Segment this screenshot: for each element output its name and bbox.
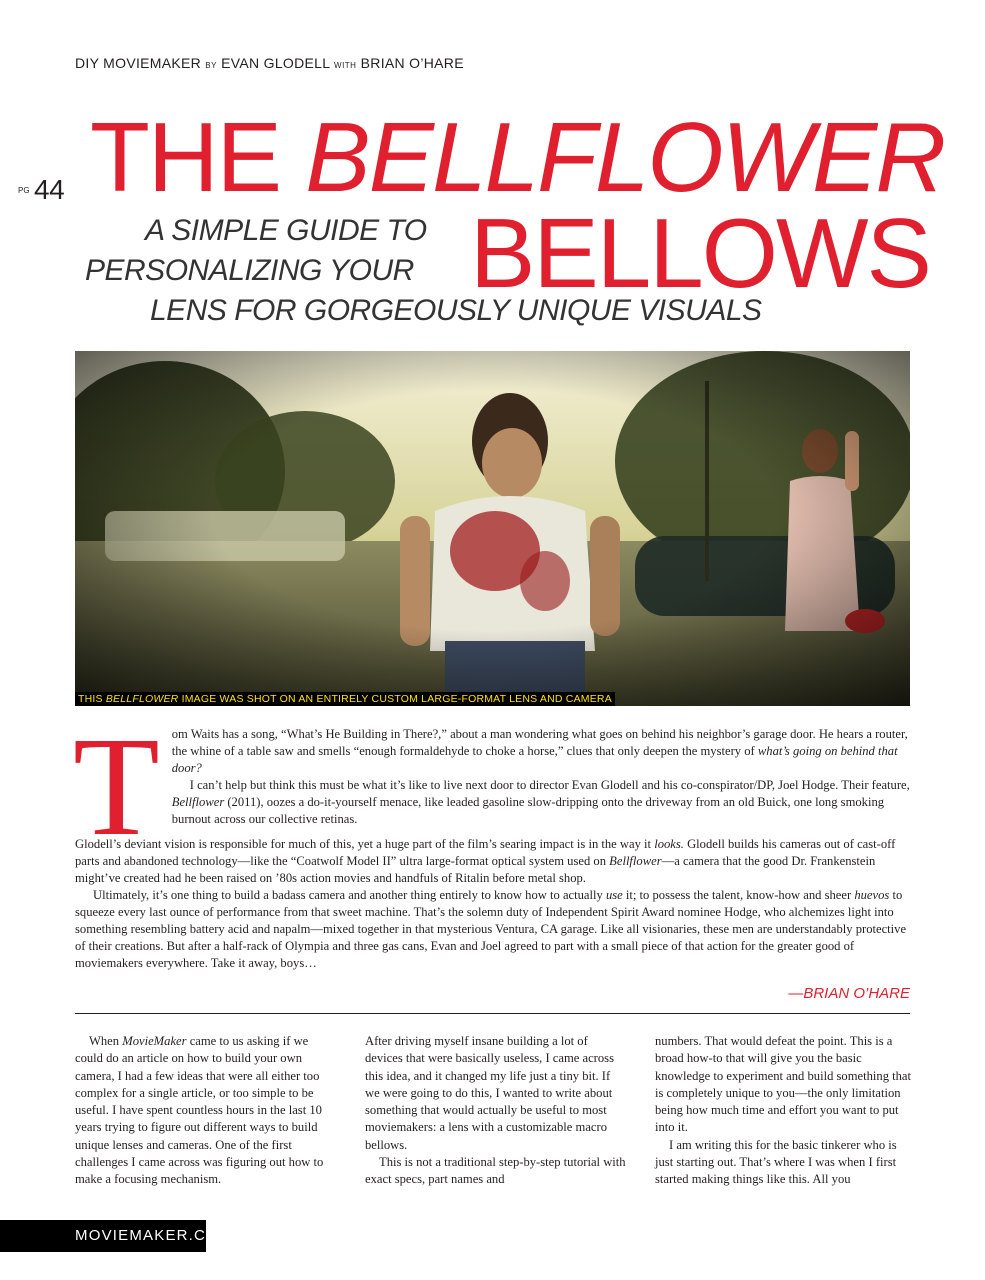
title-word-bellows: BELLOWS: [470, 198, 930, 308]
intro-p3-text-c: —a camera that the good Dr. Frankenstein might’ve created had he been raised on ’80s action movies and handfuls of Ritalin before metal shop.: [75, 854, 876, 885]
caption-text-end: IMAGE WAS SHOT ON AN ENTIRELY CUSTOM LARGE-FORMAT LENS AND CAMERA: [178, 693, 612, 705]
intro-text: [73, 707, 910, 972]
author-name: EVAN GLODELL: [221, 55, 330, 71]
col1-italic: MovieMaker: [122, 1034, 187, 1048]
intro-p4-text-a: Ultimately, it’s one thing to build a badass camera and another thing entirely to know how to actually: [93, 888, 606, 902]
intro-p3-text-b: Glodell builds his cameras out of cast-off parts and abandoned technology—like the “Coatwolf Model II” ultra large-format optical system used on: [75, 837, 896, 868]
page-number: [18, 174, 64, 206]
intro-p2-text-a: I can’t help but think this must be what it’s like to live next door to director Evan Glodell and his co-conspirator/DP, Joel Hodge. Their feature,: [189, 778, 910, 792]
intro-p4-text-c: to squeeze every last ounce of performance from that sweet machine. That’s the solemn duty of Independent Spirit Award nominee Hodge, who alchemizes light into something resembling battery acid and napalm—mixed together in that mysterious Ventura, CA garage. Like all visionaries, these men are understandably protective of their creations. But after a half-rack of Olympia and three gas cans, Evan and Joel agreed to part with a small piece of that action for the greater good of moviemakers everywhere. Take it away, boys…: [75, 888, 907, 970]
by-label: BY: [205, 61, 217, 70]
intro-p4-text-b: it; to possess the talent, know-how and sheer: [622, 888, 855, 902]
with-label: WITH: [334, 61, 357, 70]
body-column-2: [365, 1033, 627, 1189]
drop-cap: T: [73, 707, 160, 865]
caption-film-title: BELLFLOWER: [105, 693, 179, 705]
title-word-the: THE: [90, 102, 306, 212]
subtitle-line1: A SIMPLE GUIDE TO: [145, 214, 427, 247]
page-label: PG: [18, 186, 30, 195]
intro-p2-text-b: (2011), oozes a do-it-yourself menace, like leaded gasoline slow-dripping onto the driveway from an old Buick, one long smoking burnout across our collective retinas.: [171, 795, 885, 826]
intro-p1-text: om Waits has a song, “What’s He Building in There?,” about a man wondering what goes on behind his neighbor’s garage door. He hears a router, the whine of a table saw and smells “enough formaldehyde to choke a horse,” clues that only deepen the mystery of: [171, 727, 908, 758]
subtitle-line2: PERSONALIZING YOUR: [85, 254, 414, 287]
title-word-bellflower: BELLFLOWER: [305, 102, 945, 212]
col3-paragraph-1: numbers. That would defeat the point. This is a broad how-to that will give you the basic knowledge to experiment and build something that is completely unique to you—the only limitation being how much time and effort you want to put into it.: [655, 1034, 912, 1135]
col2-paragraph-1: After driving myself insane building a lot of devices that were basically useless, I came across this idea, and it changed my life just a tiny bit. If we were going to do this, I wanted to write about something that would actually be useful to most moviemakers: a lens with a customizable macro bellows.: [365, 1034, 614, 1152]
col1-paragraph: [75, 1033, 337, 1189]
intro-byline: —BRIAN O’HARE: [788, 985, 910, 1002]
col3-paragraph-2: I am writing this for the basic tinkerer who is just starting out. That’s where I was when I first started making things like this. All you: [655, 1137, 897, 1187]
article-title-line1: [90, 102, 945, 212]
body-column-1: [75, 1033, 337, 1189]
coauthor-name: BRIAN O’HARE: [360, 55, 464, 71]
intro-p4-italic-1: use: [605, 888, 623, 902]
running-header: [75, 55, 464, 71]
col1-text-b: came to us asking if we could do an article on how to build your own camera, I had a few ideas that were all either too complex for a single article, or too simple to be useful. I have spent countless hours in the last 10 years trying to figure out different ways to build unique lenses and cameras. One of the first challenges I came across was figuring out how to make a focusing mechanism.: [75, 1034, 324, 1187]
subtitle-line3: LENS FOR GORGEOUSLY UNIQUE VISUALS: [150, 294, 762, 327]
intro-p3-text-a: Glodell’s deviant vision is responsible for much of this, yet a huge part of the film’s searing impact is in the way it: [75, 837, 655, 851]
page-number-value: 44: [34, 174, 65, 205]
footer-site-link[interactable]: MOVIEMAKER.COM: [0, 1220, 206, 1252]
section-divider: [75, 1013, 910, 1014]
intro-p3-italic-2: Bellflower: [609, 854, 662, 868]
hero-photo: [75, 351, 910, 706]
intro-p3-italic-1: looks.: [654, 837, 684, 851]
section-name: DIY MOVIEMAKER: [75, 55, 202, 71]
intro-paragraph-2: [75, 777, 910, 828]
intro-paragraph-3: [75, 836, 910, 887]
col2-paragraph-2: This is not a traditional step-by-step tutorial with exact specs, part names and: [365, 1155, 626, 1187]
photo-caption: [75, 692, 615, 706]
intro-p4-italic-2: huevos: [854, 888, 890, 902]
intro-p2-italic: Bellflower: [171, 795, 225, 809]
intro-paragraph-1: [75, 726, 910, 777]
body-column-3: [655, 1033, 917, 1189]
intro-p1-italic: what’s going on behind that door?: [171, 744, 898, 775]
intro-paragraph-4: [75, 887, 910, 972]
caption-text-start: THIS: [78, 693, 106, 705]
col1-text-a: When: [89, 1034, 123, 1048]
